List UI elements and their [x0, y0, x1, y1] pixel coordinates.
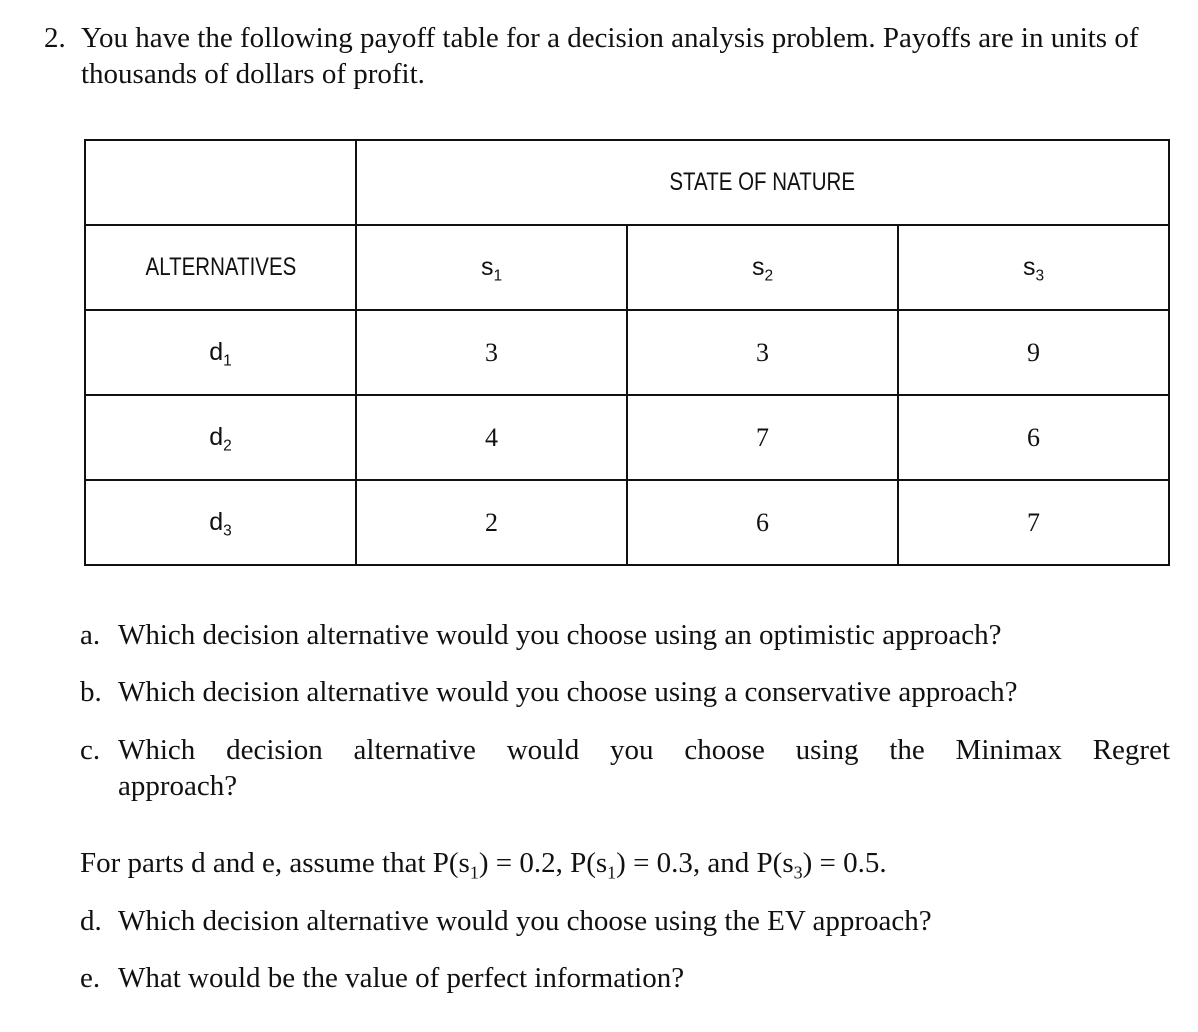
question-e-label: e.: [80, 962, 101, 994]
payoff-cell: 6: [627, 480, 898, 565]
payoff-table: [84, 139, 1170, 566]
empty-corner-cell: [85, 140, 356, 225]
question-b: [80, 674, 1170, 710]
question-b-text: Which decision alternative would you choose using a conservative approach?: [118, 676, 1018, 708]
question-c-line2: approach?: [118, 770, 238, 802]
question-c: [80, 732, 1170, 804]
problem-statement: [44, 20, 1174, 92]
alternative-d1: $d_1$: [85, 310, 356, 395]
payoff-cell: 3: [627, 310, 898, 395]
question-d-label: d.: [80, 905, 102, 937]
question-e: [80, 960, 1170, 996]
table-header-row: [85, 140, 1169, 225]
state-of-nature-header: STATE OF NATURE: [356, 140, 1169, 225]
payoff-cell: 2: [356, 480, 627, 565]
payoff-cell: 7: [898, 480, 1169, 565]
question-b-label: b.: [80, 676, 102, 708]
question-d-text: Which decision alternative would you choose using the EV approach?: [118, 905, 932, 937]
table-row: [85, 310, 1169, 395]
question-a: [80, 617, 1170, 653]
problem-number: 2.: [44, 22, 66, 54]
probability-note: For parts d and e, assume that $P(s_1) = 0.2$, $P(s_1) = 0.3$, and $P(s_3) = 0.5$.: [80, 847, 887, 883]
table-states-row: [85, 225, 1169, 310]
payoff-cell: 7: [627, 395, 898, 480]
state-header-s3: $s_3$: [898, 225, 1169, 310]
question-a-text: Which decision alternative would you choose using an optimistic approach?: [118, 619, 1002, 651]
question-d: [80, 903, 1170, 939]
payoff-cell: 6: [898, 395, 1169, 480]
table-row: [85, 480, 1169, 565]
alternative-d3: $d_3$: [85, 480, 356, 565]
state-header-s2: $s_2$: [627, 225, 898, 310]
payoff-cell: 4: [356, 395, 627, 480]
state-header-s1: $s_1$: [356, 225, 627, 310]
question-a-label: a.: [80, 619, 101, 651]
question-c-label: c.: [80, 734, 101, 766]
question-c-line1: Which decision alternative would you choose using the Minimax Regret: [118, 734, 1170, 766]
table-row: [85, 395, 1169, 480]
question-e-text: What would be the value of perfect information?: [118, 962, 685, 994]
problem-text: You have the following payoff table for a decision analysis problem. Payoffs are in units of thousands of dollars of profit.: [81, 22, 1139, 90]
payoff-cell: 9: [898, 310, 1169, 395]
alternative-d2: $d_2$: [85, 395, 356, 480]
payoff-cell: 3: [356, 310, 627, 395]
alternatives-header: ALTERNATIVES: [85, 225, 356, 310]
